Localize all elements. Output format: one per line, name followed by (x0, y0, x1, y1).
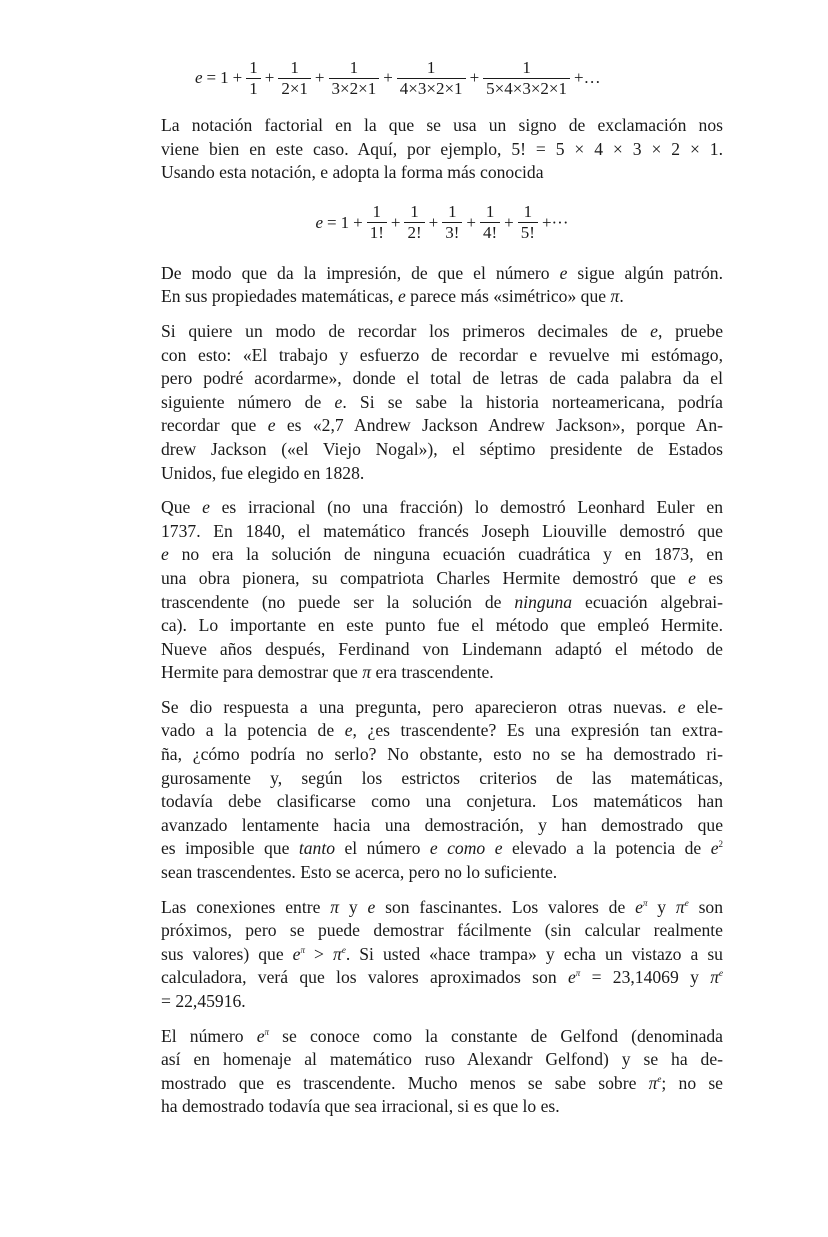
text-line: La notación factorial en la que se usa un signo de exclamación nos (161, 115, 723, 135)
denominator: 5! (518, 222, 538, 243)
text-run: es imposible que (161, 838, 299, 859)
text-run: Que (161, 497, 203, 518)
numerator: 1 (349, 57, 359, 77)
exponent: e (719, 968, 724, 979)
formula-tail: +… (574, 68, 601, 88)
text-run: calculadora, verá que los valores aproximados son (161, 967, 568, 988)
fraction (397, 58, 466, 99)
formula-equals: = (327, 212, 337, 232)
text-run: ele- (685, 696, 723, 717)
math-pi: π (710, 967, 720, 988)
paragraph-4 (161, 496, 723, 685)
text-line (161, 896, 723, 920)
math-pi: π (648, 1072, 658, 1093)
numerator: 1 (426, 57, 436, 77)
math-e: e (688, 567, 696, 588)
fraction (404, 202, 424, 243)
text-run: trascendente (no puede ser la solución de (161, 591, 515, 612)
text-run: y (647, 896, 676, 917)
numerator: 1 (485, 202, 495, 222)
text-line (161, 966, 723, 990)
text-run: En sus propiedades matemáticas, (161, 286, 398, 307)
text-run: es irracional (no una fracción) lo demostró Leonhard Euler en (209, 497, 723, 518)
formula-lhs: e (315, 212, 324, 232)
paragraph-7 (161, 1025, 723, 1119)
math-pi: π (675, 896, 685, 917)
denominator: 5×4×3×2×1 (483, 78, 570, 99)
math-e: e (429, 838, 438, 859)
emphasis: ninguna (514, 591, 573, 612)
text-run: = 23,14069 y (580, 967, 711, 988)
math-e: e (161, 544, 169, 565)
text-line (161, 320, 723, 344)
fraction (442, 202, 462, 243)
text-line: Nueve años después, Ferdinand von Lindemann adaptó el método de (161, 638, 723, 659)
text-line: drew Jackson («el Viejo Nogal»), el séptimo presidente de Estados (161, 438, 723, 459)
text-line (161, 1072, 723, 1096)
text-line (161, 285, 723, 309)
emphasis: como (437, 838, 486, 859)
text-line: avanzado lentamente hacia una demostración, y han demostrado que (161, 814, 723, 835)
text-line: ca). Lo importante en este punto fue el método que empleó Hermite. (161, 615, 723, 636)
math-e: e (367, 896, 376, 917)
text-run: De modo que da la impresión, de que el número (161, 262, 560, 283)
fraction (518, 202, 538, 243)
math-e: e (650, 320, 658, 341)
math-e: e (256, 1025, 265, 1046)
text-line (161, 661, 723, 685)
numerator: 1 (249, 57, 258, 77)
text-run: el número (335, 838, 430, 859)
text-line (161, 943, 723, 967)
denominator: 1! (367, 222, 387, 243)
formula-lhs: e (195, 68, 203, 88)
numerator: 1 (522, 57, 531, 77)
text-run: . Si se sabe la historia norteamericana, podría (342, 391, 723, 412)
formula-plus: + (466, 212, 476, 232)
text-run: no era la solución de ninguna ecuación cuadrática y en 1873, en (168, 544, 723, 565)
text-line (161, 1025, 723, 1049)
text-run: son (688, 896, 724, 917)
formula-plus: + (390, 212, 401, 232)
math-e: e (202, 497, 210, 518)
math-pi: π (362, 662, 372, 683)
math-pi: π (333, 943, 342, 964)
fraction (367, 202, 387, 243)
text-line (161, 567, 723, 591)
exponent: π (264, 1026, 270, 1037)
text-line (161, 837, 723, 861)
numerator: 1 (448, 202, 457, 222)
text-line: sean trascendentes. Esto se acerca, pero no lo suficiente. (161, 862, 558, 883)
paragraph-5 (161, 696, 723, 885)
text-line (161, 591, 723, 615)
text-run: se conoce como la constante de Gelfond (denominada (269, 1025, 723, 1046)
math-e: e (567, 967, 576, 988)
series-formula-factorial (161, 196, 723, 250)
math-e: e (334, 391, 343, 412)
formula-plus: + (264, 68, 275, 88)
text-run: vado a la potencia de (161, 720, 345, 741)
paragraph-3 (161, 320, 723, 485)
exponent: 2 (718, 839, 723, 850)
text-line (161, 262, 723, 286)
text-run: . Si usted «hace trampa» y echa un vistazo a su (345, 943, 723, 964)
text-run: Se dio respuesta a una pregunta, pero aparecieron otras nuevas. (161, 696, 678, 717)
text-line (161, 696, 723, 720)
formula-plus: + (353, 212, 363, 232)
book-page (161, 52, 723, 1130)
math-e: e (267, 415, 276, 436)
text-line: próximos, pero se puede demostrar fácilmente (sin calcular realmente (161, 920, 723, 941)
fraction (278, 58, 311, 99)
emphasis: tanto (298, 838, 336, 859)
math-e: e (710, 838, 719, 859)
math-e: e (677, 696, 686, 717)
exponent: e (341, 944, 346, 955)
text-run: ecuación algebrai- (572, 591, 724, 612)
numerator: 1 (372, 202, 382, 222)
text-run: sus valores) que (161, 943, 293, 964)
text-line: 1737. En 1840, el matemático francés Joseph Liouville demostró que (161, 520, 723, 541)
paragraph-6 (161, 896, 723, 1014)
text-run: Hermite para demostrar que (161, 662, 363, 683)
numerator: 1 (290, 57, 299, 77)
denominator: 4×3×2×1 (397, 78, 466, 99)
math-e: e (635, 896, 643, 917)
text-line: ha demostrado todavía que sea irracional, si es que lo es. (161, 1096, 560, 1117)
denominator: 2! (404, 222, 424, 243)
math-e: e (559, 262, 568, 283)
exponent: e (684, 897, 689, 908)
text-run: sigue algún patrón. (567, 262, 723, 283)
denominator: 4! (480, 222, 500, 243)
text-run: una obra pionera, su compatriota Charles Hermite demostró que (161, 567, 689, 588)
numerator: 1 (523, 202, 533, 222)
text-run: . (619, 286, 624, 307)
paragraph-2 (161, 262, 723, 309)
text-line (161, 496, 723, 520)
formula-lead: 1 (220, 68, 229, 88)
formula-plus: + (469, 68, 480, 88)
text-line: Unidos, fue elegido en 1828. (161, 462, 365, 483)
series-formula-expanded (157, 52, 723, 104)
math-e: e (292, 943, 301, 964)
denominator: 2×1 (278, 78, 311, 99)
text-run: , ¿es trascendente? Es una expresión tan extra- (352, 720, 723, 741)
text-run: mostrado que es trascendente. Mucho menos se sabe sobre (161, 1072, 649, 1093)
text-line: así en homenaje al matemático ruso Alexandr Gelfond) y se ha de- (161, 1049, 723, 1070)
math-pi: π (610, 286, 620, 307)
formula-plus: + (504, 212, 514, 232)
formula-tail: +··· (541, 212, 569, 232)
fraction (246, 58, 261, 99)
text-run: Las conexiones entre (161, 896, 331, 917)
text-line: gurosamente y, según los estrictos criterios de las matemáticas, (161, 767, 723, 788)
denominator: 1 (246, 78, 261, 99)
text-run: , pruebe (657, 320, 723, 341)
formula-plus: + (383, 68, 393, 88)
exponent: π (642, 897, 648, 908)
formula-plus: + (428, 212, 439, 232)
math-e: e (485, 838, 503, 859)
formula-plus: + (232, 68, 243, 88)
formula-equals: = (206, 68, 217, 88)
text-run: siguiente número de (161, 391, 335, 412)
text-run: > (305, 943, 333, 964)
text-run: Si quiere un modo de recordar los primeros decimales de (161, 320, 651, 341)
text-line: ña, ¿cómo podría no serlo? No obstante, esto no se ha demostrado ri- (161, 744, 723, 765)
paragraph-1 (161, 114, 723, 185)
text-run: es «2,7 Andrew Jackson Andrew Jackson», porque An- (275, 415, 723, 436)
text-run: y (339, 896, 368, 917)
text-run: es (695, 567, 724, 588)
denominator: 3! (442, 222, 462, 243)
formula-lead: 1 (340, 212, 350, 232)
math-e: e (344, 720, 353, 741)
exponent: π (575, 968, 581, 979)
text-line (161, 543, 723, 567)
text-run: elevado a la potencia de (502, 838, 711, 859)
text-line: con esto: «El trabajo y esfuerzo de recordar e revuelve mi estómago, (161, 344, 723, 365)
text-line (161, 719, 723, 743)
text-run: era trascendente. (371, 662, 494, 683)
text-line: viene bien en este caso. Aquí, por ejemplo, 5! = 5 × 4 × 3 × 2 × 1. (161, 138, 723, 159)
math-pi: π (330, 896, 340, 917)
text-run: parece más «simétrico» que (405, 286, 611, 307)
text-run: recordar que (161, 415, 268, 436)
exponent: π (300, 944, 305, 955)
fraction (329, 58, 380, 99)
text-line (161, 391, 723, 415)
text-run: son fascinantes. Los valores de (375, 896, 636, 917)
text-run: El número (161, 1025, 257, 1046)
math-e: e (397, 286, 406, 307)
text-line: todavía debe clasificarse como una conjetura. Los matemáticos han (161, 791, 723, 812)
formula-plus: + (314, 68, 325, 88)
fraction (480, 202, 500, 243)
text-line (161, 414, 723, 438)
text-line: = 22,45916. (161, 991, 246, 1011)
numerator: 1 (410, 202, 419, 222)
exponent: e (657, 1073, 662, 1084)
denominator: 3×2×1 (329, 78, 380, 99)
text-run: ; no se (661, 1072, 723, 1093)
text-line: Usando esta notación, e adopta la forma más conocida (161, 162, 544, 183)
text-line: pero podré acordarme», donde el total de letras de cada palabra da el (161, 368, 723, 389)
fraction (483, 58, 570, 99)
